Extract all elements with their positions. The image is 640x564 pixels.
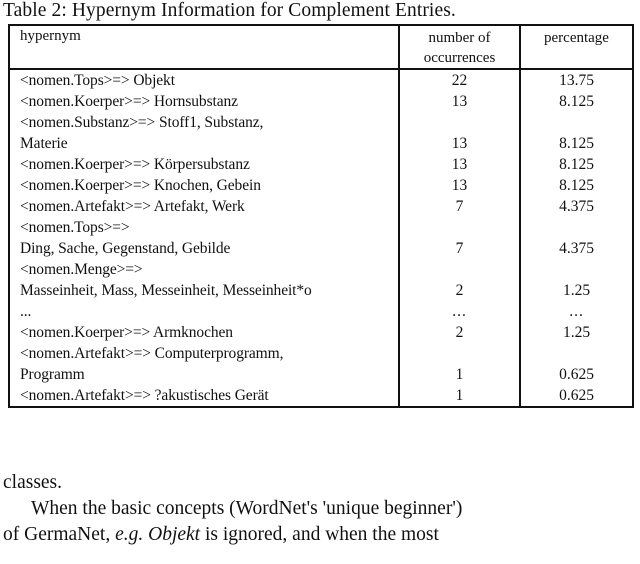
table-header (9, 25, 633, 69)
cell-percentage (520, 154, 633, 175)
occurrences-value: ... (452, 303, 467, 320)
cell-occurrences (399, 91, 520, 112)
cell-occurrences (399, 259, 520, 301)
cell-hypernym (9, 175, 399, 196)
table-row (9, 343, 633, 385)
occurrences-value: 2 (455, 282, 464, 299)
cell-occurrences (399, 343, 520, 385)
body-line-germanet-italic-eg: e.g. (115, 524, 144, 545)
hypernym-line: <nomen.Substanz>=> Stoff1, Substanz, (20, 114, 264, 131)
body-line-classes: classes. (3, 472, 63, 493)
percentage-value: 8.125 (559, 135, 594, 152)
cell-occurrences (399, 112, 520, 154)
occurrences-value: 13 (451, 93, 468, 110)
hypernym-line: <nomen.Koerper>=> Hornsubstanz (20, 93, 238, 110)
table-row (9, 154, 633, 175)
hypernym-line: <nomen.Artefakt>=> Computerprogramm, (20, 345, 284, 362)
hypernym-line: Masseinheit, Mass, Messeinheit, Messeinheit*o (20, 282, 312, 299)
hypernym-line: <nomen.Artefakt>=> Artefakt, Werk (20, 198, 245, 215)
cell-percentage (520, 322, 633, 343)
occurrences-value: 13 (451, 135, 468, 152)
cell-occurrences (399, 385, 520, 407)
percentage-value: ... (569, 303, 584, 320)
percentage-value: 13.75 (559, 72, 594, 89)
table-row (9, 175, 633, 196)
hypernym-line: <nomen.Tops>=> Objekt (20, 72, 175, 89)
hypernym-line: Ding, Sache, Gegenstand, Gebilde (20, 240, 231, 257)
occurrences-value: 7 (455, 240, 464, 257)
cell-hypernym (9, 217, 399, 259)
column-header-percentage: percentage (520, 25, 633, 69)
cell-percentage (520, 343, 633, 385)
percentage-value: 0.625 (559, 366, 594, 383)
percentage-value: 8.125 (559, 93, 594, 110)
cell-percentage (520, 385, 633, 407)
hypernym-line: <nomen.Koerper>=> Knochen, Gebein (20, 177, 261, 194)
percentage-value: 8.125 (559, 177, 594, 194)
table-row (9, 91, 633, 112)
cell-hypernym (9, 196, 399, 217)
table-body (9, 69, 633, 407)
percentage-value: 4.375 (559, 198, 594, 215)
cell-hypernym (9, 69, 399, 91)
hypernym-line: <nomen.Koerper>=> Körpersubstanz (20, 156, 250, 173)
cell-occurrences (399, 69, 520, 91)
percentage-value: 4.375 (559, 240, 594, 257)
cell-percentage (520, 91, 633, 112)
cell-percentage (520, 112, 633, 154)
table-row (9, 196, 633, 217)
percentage-value: 8.125 (559, 156, 594, 173)
cell-hypernym (9, 154, 399, 175)
occurrences-value: 7 (455, 198, 464, 215)
cell-occurrences (399, 217, 520, 259)
cell-percentage (520, 301, 633, 322)
table-row (9, 385, 633, 407)
occurrences-value: 22 (451, 72, 468, 89)
occurrences-value: 1 (455, 387, 464, 404)
table-caption: Table 2: Hypernym Information for Complement Entries. (3, 0, 456, 21)
cell-percentage (520, 259, 633, 301)
body-line-germanet-italic-objekt: Objekt (148, 524, 201, 545)
cell-occurrences (399, 196, 520, 217)
body-line-when-basic-concepts: When the basic concepts (WordNet's 'unique beginner') (31, 498, 463, 519)
column-header-number-of-occurrences-line1: number of (428, 30, 491, 46)
cell-percentage (520, 196, 633, 217)
column-header-number-of-occurrences (399, 25, 520, 69)
percentage-value: 1.25 (562, 324, 591, 341)
hypernym-line: <nomen.Artefakt>=> ?akustisches Gerät (20, 387, 269, 404)
table-row (9, 217, 633, 259)
cell-occurrences (399, 301, 520, 322)
cell-percentage (520, 69, 633, 91)
table-row (9, 69, 633, 91)
occurrences-value: 1 (455, 366, 464, 383)
body-line-germanet-part3: is ignored, and when the most (200, 524, 439, 545)
hypernym-line: <nomen.Menge>=> (20, 261, 143, 278)
cell-percentage (520, 175, 633, 196)
column-header-number-of-occurrences-line2: occurrences (423, 50, 496, 66)
occurrences-value: 2 (455, 324, 464, 341)
percentage-value: 1.25 (562, 282, 591, 299)
hypernym-line: <nomen.Koerper>=> Armknochen (20, 324, 233, 341)
hypernym-line: <nomen.Tops>=> (20, 219, 130, 236)
table-row (9, 259, 633, 301)
occurrences-value: 13 (451, 156, 468, 173)
cell-occurrences (399, 154, 520, 175)
cell-hypernym (9, 343, 399, 385)
cell-hypernym (9, 259, 399, 301)
table-header-row (9, 25, 633, 69)
cell-hypernym (9, 301, 399, 322)
percentage-value: 0.625 (559, 387, 594, 404)
body-text-block (3, 470, 640, 548)
table-row (9, 322, 633, 343)
cell-hypernym (9, 91, 399, 112)
cell-hypernym (9, 322, 399, 343)
cell-occurrences (399, 322, 520, 343)
table-row (9, 112, 633, 154)
occurrences-value: 13 (451, 177, 468, 194)
column-header-hypernym: hypernym (9, 25, 399, 69)
cell-percentage (520, 217, 633, 259)
hypernym-line: Programm (20, 366, 85, 383)
body-line-germanet (3, 522, 640, 548)
cell-occurrences (399, 175, 520, 196)
cell-hypernym (9, 112, 399, 154)
hypernym-information-table (8, 24, 634, 408)
table-row (9, 301, 633, 322)
hypernym-line: ... (20, 303, 32, 320)
body-line-germanet-part1: of GermaNet, (3, 524, 116, 545)
hypernym-line: Materie (20, 135, 68, 152)
cell-hypernym (9, 385, 399, 407)
